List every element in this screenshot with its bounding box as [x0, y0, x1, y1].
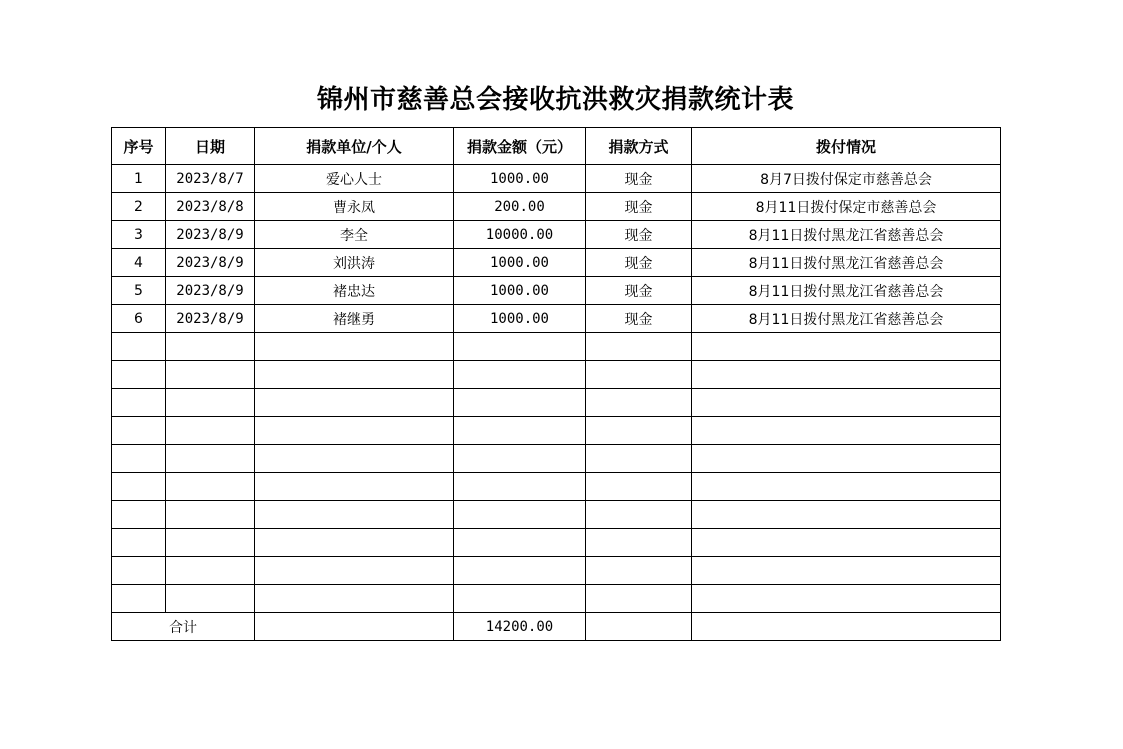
cell-method: [586, 473, 692, 501]
cell-amount: 10000.00: [454, 221, 586, 249]
empty-row: [112, 473, 1001, 501]
cell-method: 现金: [586, 165, 692, 193]
cell-date: 2023/8/9: [166, 305, 255, 333]
cell-date: 2023/8/7: [166, 165, 255, 193]
cell-method: [586, 529, 692, 557]
cell-date: [166, 473, 255, 501]
cell-index: [112, 417, 166, 445]
cell-method: [586, 445, 692, 473]
table-row: [112, 305, 1001, 333]
cell-allocation: 8月11日拨付黑龙江省慈善总会: [692, 277, 1001, 305]
cell-amount: 1000.00: [454, 165, 586, 193]
cell-donor: 褚继勇: [255, 305, 454, 333]
cell-allocation: [692, 445, 1001, 473]
cell-amount: 200.00: [454, 193, 586, 221]
cell-method: 现金: [586, 221, 692, 249]
cell-date: [166, 361, 255, 389]
table-row: [112, 221, 1001, 249]
cell-method: 现金: [586, 193, 692, 221]
cell-method: [586, 417, 692, 445]
cell-method: [586, 333, 692, 361]
cell-amount: [454, 333, 586, 361]
table-row: [112, 165, 1001, 193]
cell-donor: [255, 389, 454, 417]
cell-amount: [454, 417, 586, 445]
cell-donor: [255, 361, 454, 389]
cell-donor: [255, 417, 454, 445]
cell-allocation: 8月11日拨付黑龙江省慈善总会: [692, 249, 1001, 277]
total-method-cell: [586, 613, 692, 641]
cell-allocation: [692, 557, 1001, 585]
cell-method: 现金: [586, 249, 692, 277]
header-donor: 捐款单位/个人: [255, 128, 454, 165]
cell-date: [166, 445, 255, 473]
cell-method: [586, 389, 692, 417]
cell-method: [586, 585, 692, 613]
cell-donor: [255, 445, 454, 473]
cell-donor: 曹永凤: [255, 193, 454, 221]
cell-date: [166, 557, 255, 585]
sheet-title: 锦州市慈善总会接收抗洪救灾捐款统计表: [316, 85, 794, 115]
cell-allocation: [692, 417, 1001, 445]
cell-donor: 爱心人士: [255, 165, 454, 193]
cell-donor: [255, 529, 454, 557]
cell-index: [112, 361, 166, 389]
cell-index: 2: [112, 193, 166, 221]
empty-row: [112, 585, 1001, 613]
cell-amount: 1000.00: [454, 249, 586, 277]
cell-donor: [255, 501, 454, 529]
cell-donor: [255, 557, 454, 585]
empty-row: [112, 361, 1001, 389]
cell-amount: [454, 473, 586, 501]
cell-index: [112, 585, 166, 613]
cell-amount: 1000.00: [454, 277, 586, 305]
cell-index: [112, 501, 166, 529]
table-row: [112, 249, 1001, 277]
empty-row: [112, 445, 1001, 473]
cell-donor: [255, 333, 454, 361]
cell-method: 现金: [586, 277, 692, 305]
cell-allocation: 8月11日拨付保定市慈善总会: [692, 193, 1001, 221]
table-row: [112, 193, 1001, 221]
total-label: 合计: [112, 613, 255, 641]
cell-index: [112, 333, 166, 361]
cell-allocation: [692, 473, 1001, 501]
donation-table: [111, 127, 1001, 641]
cell-date: [166, 333, 255, 361]
cell-donor: 李全: [255, 221, 454, 249]
empty-row: [112, 557, 1001, 585]
cell-date: 2023/8/9: [166, 277, 255, 305]
cell-date: [166, 501, 255, 529]
cell-amount: [454, 529, 586, 557]
cell-index: [112, 389, 166, 417]
cell-date: [166, 585, 255, 613]
cell-allocation: [692, 585, 1001, 613]
cell-date: [166, 417, 255, 445]
cell-amount: 1000.00: [454, 305, 586, 333]
cell-donor: 刘洪涛: [255, 249, 454, 277]
cell-allocation: [692, 389, 1001, 417]
cell-amount: [454, 389, 586, 417]
cell-date: [166, 529, 255, 557]
cell-date: [166, 389, 255, 417]
empty-rows: [112, 333, 1001, 613]
header-amount: 捐款金额（元）: [454, 128, 586, 165]
table-row: [112, 277, 1001, 305]
cell-method: [586, 501, 692, 529]
cell-allocation: [692, 361, 1001, 389]
cell-allocation: 8月11日拨付黑龙江省慈善总会: [692, 221, 1001, 249]
cell-amount: [454, 501, 586, 529]
cell-date: 2023/8/9: [166, 221, 255, 249]
empty-row: [112, 333, 1001, 361]
header-allocation: 拨付情况: [692, 128, 1001, 165]
cell-amount: [454, 557, 586, 585]
total-row: [112, 613, 1001, 641]
cell-allocation: [692, 501, 1001, 529]
empty-row: [112, 417, 1001, 445]
cell-date: 2023/8/8: [166, 193, 255, 221]
cell-date: 2023/8/9: [166, 249, 255, 277]
cell-index: 5: [112, 277, 166, 305]
cell-method: [586, 557, 692, 585]
empty-row: [112, 389, 1001, 417]
cell-donor: [255, 473, 454, 501]
cell-amount: [454, 361, 586, 389]
cell-allocation: [692, 333, 1001, 361]
cell-method: 现金: [586, 305, 692, 333]
cell-amount: [454, 585, 586, 613]
empty-row: [112, 529, 1001, 557]
header-row: [112, 128, 1001, 165]
cell-index: [112, 445, 166, 473]
total-amount: 14200.00: [454, 613, 586, 641]
cell-amount: [454, 445, 586, 473]
cell-allocation: 8月7日拨付保定市慈善总会: [692, 165, 1001, 193]
cell-index: 6: [112, 305, 166, 333]
cell-allocation: [692, 529, 1001, 557]
cell-index: 1: [112, 165, 166, 193]
cell-index: [112, 473, 166, 501]
cell-allocation: 8月11日拨付黑龙江省慈善总会: [692, 305, 1001, 333]
cell-index: [112, 529, 166, 557]
total-donor-cell: [255, 613, 454, 641]
cell-index: 3: [112, 221, 166, 249]
cell-index: 4: [112, 249, 166, 277]
empty-row: [112, 501, 1001, 529]
header-method: 捐款方式: [586, 128, 692, 165]
total-allocation-cell: [692, 613, 1001, 641]
cell-method: [586, 361, 692, 389]
header-date: 日期: [166, 128, 255, 165]
cell-donor: [255, 585, 454, 613]
cell-donor: 褚忠达: [255, 277, 454, 305]
header-index: 序号: [112, 128, 166, 165]
cell-index: [112, 557, 166, 585]
